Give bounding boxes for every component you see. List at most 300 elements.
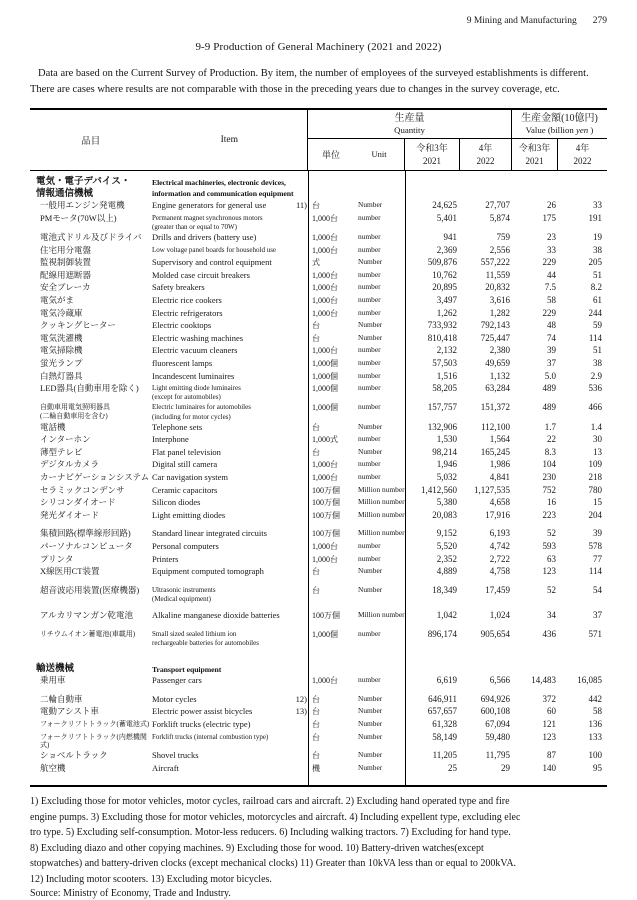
- quantity-2022: 3,616: [489, 295, 510, 306]
- value-2021: 39: [547, 345, 556, 356]
- header-cell-quantity-2022: [460, 139, 512, 170]
- value-2021: 8.3: [544, 446, 556, 457]
- item-name-jp: [30, 245, 152, 255]
- header-cell-value-2022: [558, 139, 607, 170]
- text-line: Ultrasonic instruments: [152, 585, 216, 594]
- item-name-jp: [30, 732, 152, 751]
- text-line: Equipment computed tomograph: [152, 566, 264, 577]
- value-2022: 780: [588, 484, 602, 495]
- quantity-2022: 11,795: [485, 750, 510, 761]
- table-row: [30, 497, 607, 510]
- item-name-en: [152, 245, 308, 255]
- year-label-en: 2022: [573, 155, 592, 166]
- quantity-2022: 792,143: [480, 320, 510, 331]
- year-label-en: 2022: [476, 155, 495, 166]
- unit-en: number: [358, 282, 381, 292]
- value-2022: 114: [588, 566, 602, 577]
- item-name-en: [152, 732, 308, 742]
- unit-en: Number: [358, 421, 383, 431]
- value-2021: 140: [542, 762, 556, 773]
- item-name-jp: [30, 554, 152, 564]
- unit-jp: 100万個: [312, 529, 340, 539]
- text-line: Electric refrigerators: [152, 307, 223, 318]
- value-2022: 19: [593, 232, 602, 243]
- value-2021: 87: [547, 750, 556, 761]
- item-name-jp: [30, 358, 152, 368]
- table-row: [30, 434, 607, 447]
- value-2021: 123: [542, 566, 556, 577]
- text-line: Molded case circuit breakers: [152, 269, 250, 280]
- text-line: Incandescent luminaires: [152, 370, 235, 381]
- unit-en: Number: [358, 719, 383, 729]
- value-2022: 205: [588, 257, 602, 268]
- text-line: Aircraft: [152, 762, 179, 773]
- unit-en: number: [358, 434, 381, 444]
- text-line: (greater than or equal to 70W): [152, 223, 237, 232]
- text-line: Electric cooktops: [152, 320, 212, 331]
- unit-jp: 台: [312, 321, 320, 331]
- value-2021: 60: [547, 706, 556, 717]
- unit-jp: 台: [312, 447, 320, 457]
- unit-jp: 台: [312, 732, 320, 742]
- quantity-2022: 4,742: [489, 540, 510, 551]
- unit-jp: 台: [312, 585, 320, 595]
- table-row: [30, 320, 607, 333]
- quantity-2021: 1,516: [436, 370, 457, 381]
- year-label-en: 2021: [525, 155, 544, 166]
- item-name-en: [152, 320, 308, 330]
- item-name-jp: [30, 213, 152, 223]
- footnote-marker: 11): [295, 200, 307, 211]
- header-sub-row: [308, 139, 607, 170]
- text-line: Forklift trucks (electric type): [152, 719, 251, 730]
- text-line: (二輪自動車用を含む): [40, 412, 108, 421]
- unit-jp: 台: [312, 567, 320, 577]
- quantity-2022: 1,127,535: [474, 484, 510, 495]
- item-name-jp: [30, 282, 152, 292]
- quantity-2021: 24,625: [432, 200, 457, 211]
- table-row: [30, 629, 607, 648]
- item-name-jp: [30, 295, 152, 305]
- quantity-2021: 2,352: [436, 553, 457, 564]
- value-2022: 77: [593, 553, 602, 564]
- text-line: セラミックコンデンサ: [40, 484, 125, 495]
- value-2022: 191: [588, 212, 602, 223]
- quantity-2021: 132,906: [427, 421, 457, 432]
- unit-en: Number: [358, 332, 383, 342]
- value-2022: 59: [593, 320, 602, 331]
- item-name-en: [152, 706, 308, 716]
- text-line: 電気掃除機: [40, 345, 83, 356]
- text-line: Light emitting diode luminaires: [152, 384, 241, 393]
- item-name-jp: [30, 585, 152, 595]
- year-label-jp: 令和3年: [416, 142, 448, 153]
- text-line: Electrical machineries, electronic devices,: [152, 177, 286, 187]
- text-line: リチウムイオン蓄電池(車載用): [40, 629, 136, 638]
- text-line: Drills and drivers (battery use): [152, 232, 257, 243]
- value-2021: 52: [547, 528, 556, 539]
- quantity-2021: 20,083: [432, 509, 457, 520]
- unit-jp: 1,000台: [312, 308, 338, 318]
- quantity-2022: 11,559: [485, 269, 510, 280]
- text-line: Personal computers: [152, 540, 219, 551]
- text-line: (Medical equipment): [152, 594, 211, 603]
- text-line: X線医用CT装置: [40, 566, 100, 577]
- unit-en: number: [358, 358, 381, 368]
- unit-en: Million number: [358, 528, 405, 538]
- text-line: フォークリフトトラック(蓄電池式): [40, 720, 150, 729]
- year-label-jp: 令和3年: [518, 142, 551, 153]
- col-header-item-en: Item: [220, 134, 238, 145]
- item-name-jp: [30, 750, 152, 760]
- item-name-jp: [30, 402, 152, 421]
- quantity-2021: 5,032: [436, 471, 457, 482]
- unit-jp: 1,000台: [312, 460, 338, 470]
- item-name-en: [152, 750, 308, 760]
- quantity-2021: 1,412,560: [421, 484, 457, 495]
- unit-en: Number: [358, 706, 383, 716]
- value-2021: 752: [542, 484, 556, 495]
- value-label-en-yen: yen: [575, 125, 589, 135]
- item-name-jp: [30, 232, 152, 242]
- quantity-2022: 1,024: [489, 609, 510, 620]
- item-name-jp: [30, 610, 152, 620]
- value-2021: 593: [542, 540, 556, 551]
- item-name-jp: [30, 447, 152, 457]
- text-line: 集積回路(標準線形回路): [40, 528, 131, 539]
- unit-en: number: [358, 471, 381, 481]
- text-line: Ceramic capacitors: [152, 484, 218, 495]
- footnotes: [30, 794, 607, 887]
- quantity-2021: 57,503: [432, 358, 457, 369]
- value-2022: 58: [593, 706, 602, 717]
- text-line: 情報通信機械: [36, 187, 94, 199]
- table-row: [30, 282, 607, 295]
- unit-jp: 1,000個: [312, 384, 338, 394]
- header-cell-value-2021: [512, 139, 558, 170]
- item-name-jp: [30, 434, 152, 444]
- quantity-2022: 165,245: [480, 446, 510, 457]
- text-line: 自動車用電気照明器具: [40, 403, 110, 412]
- value-2021: 48: [547, 320, 556, 331]
- quantity-2022: 17,459: [485, 584, 510, 595]
- text-line: 一般用エンジン発電機: [40, 200, 125, 211]
- footnote-line: engine pumps. 3) Excluding those for motor vehicles, motorcycles and aircraft. 4) Including expellent type, excluding elec: [30, 811, 521, 823]
- table-row: [30, 345, 607, 358]
- text-line: Engine generators for general use: [152, 200, 267, 211]
- value-2022: 442: [588, 693, 602, 704]
- quantity-2022: 1,132: [489, 370, 510, 381]
- table-row: [30, 719, 607, 732]
- value-2021: 26: [547, 200, 556, 211]
- item-name-en: [152, 485, 308, 495]
- text-line: Standard linear integrated circuits: [152, 528, 267, 539]
- table-row: [30, 732, 607, 751]
- quantity-2022: 557,222: [480, 257, 510, 268]
- value-2022: 114: [588, 332, 602, 343]
- unit-en: number: [358, 370, 381, 380]
- text-line: 配線用遮断器: [40, 269, 92, 280]
- unit-jp: 1,000台: [312, 676, 338, 686]
- header-cell-unit: [308, 139, 405, 170]
- value-2022: 38: [593, 358, 602, 369]
- item-name-jp: [30, 541, 152, 551]
- unit-label-jp: 単位: [321, 149, 340, 160]
- item-name-jp: [30, 497, 152, 507]
- quantity-2021: 18,349: [432, 584, 457, 595]
- text-line: 輸送機械: [36, 662, 75, 674]
- value-2022: 571: [588, 628, 602, 639]
- unit-jp: 台: [312, 751, 320, 761]
- quantity-2022: 1,282: [489, 307, 510, 318]
- value-label-en-suffix: ): [588, 125, 594, 135]
- quantity-2022: 151,372: [480, 402, 510, 413]
- table-row: [30, 200, 607, 213]
- quantity-2022: 600,108: [480, 706, 510, 717]
- page-number: 279: [592, 16, 607, 26]
- item-name-jp: [30, 528, 152, 538]
- value-2022: 2.9: [590, 370, 602, 381]
- value-2022: 109: [588, 459, 602, 470]
- value-2022: 51: [593, 345, 602, 356]
- item-name-jp: [30, 422, 152, 432]
- unit-jp: 100万個: [312, 498, 340, 508]
- text-line: Permanent magnet synchronous motors: [152, 213, 263, 222]
- value-2021: 74: [547, 332, 556, 343]
- quantity-2022: 759: [496, 232, 510, 243]
- unit-en: Million number: [358, 509, 405, 519]
- unit-jp: 1,000個: [312, 403, 338, 413]
- quantity-2022: 17,916: [485, 509, 510, 520]
- item-name-jp: [30, 257, 152, 267]
- value-2022: 204: [588, 509, 602, 520]
- quantity-2021: 20,895: [432, 282, 457, 293]
- quantity-2022: 2,556: [489, 244, 510, 255]
- item-name-en: [152, 358, 308, 368]
- quantity-2021: 58,149: [432, 731, 457, 742]
- text-line: 電気冷蔵庫: [40, 307, 83, 318]
- quantity-2021: 25: [448, 762, 457, 773]
- unit-jp: 1,000個: [312, 359, 338, 369]
- value-2022: 30: [593, 434, 602, 445]
- item-name-en: [152, 554, 308, 564]
- quantity-2021: 509,876: [427, 257, 457, 268]
- item-name-jp: [30, 383, 152, 393]
- text-line: 超音波応用装置(医療機器): [40, 584, 140, 595]
- item-name-en: [152, 447, 308, 457]
- value-2022: 61: [593, 295, 602, 306]
- quantity-2021: 5,380: [436, 497, 457, 508]
- item-name-en: [152, 213, 308, 232]
- text-line: クッキングヒーター: [40, 320, 116, 331]
- quantity-2021: 1,530: [436, 434, 457, 445]
- table-row: [30, 694, 607, 707]
- unit-jp: 1,000台: [312, 541, 338, 551]
- quantity-2021: 157,757: [427, 402, 457, 413]
- section-title-en: [152, 663, 308, 675]
- item-name-en: [152, 510, 308, 520]
- footnote-line: tro type. 5) Excluding self-consumption. Motor-less reducers. 6) Including walking tractors. 7) Excluding for hand type.: [30, 827, 511, 839]
- value-2021: 63: [547, 553, 556, 564]
- unit-jp: 1,000台: [312, 472, 338, 482]
- text-line: 乗用車: [40, 675, 66, 686]
- item-name-jp: [30, 629, 152, 639]
- item-name-jp: [30, 763, 152, 773]
- table-row: [30, 447, 607, 460]
- value-2022: 466: [588, 402, 602, 413]
- quantity-2022: 67,094: [485, 719, 510, 730]
- running-header: [30, 16, 607, 26]
- table-row: [30, 750, 607, 763]
- item-name-en: [152, 371, 308, 381]
- value-2022: 133: [588, 731, 602, 742]
- table-row: [30, 358, 607, 371]
- header-right-section: [308, 110, 607, 170]
- value-2021: 229: [542, 307, 556, 318]
- col-header-item-jp: 品目: [81, 136, 101, 147]
- item-name-jp: [30, 510, 152, 520]
- quantity-2022: 112,100: [481, 421, 510, 432]
- quantity-2022: 4,658: [489, 497, 510, 508]
- table-rule-vertical: [308, 171, 309, 786]
- unit-en: number: [358, 295, 381, 305]
- quantity-2021: 61,328: [432, 719, 457, 730]
- table-row: [30, 333, 607, 346]
- production-table: [30, 108, 607, 788]
- quantity-2022: 1,564: [489, 434, 510, 445]
- text-line: フォークリフトトラック(内燃機関式): [40, 732, 147, 750]
- item-name-jp: [30, 675, 152, 685]
- text-line: パーソナルコンピュータ: [40, 540, 133, 551]
- item-name-en: [152, 541, 308, 551]
- unit-jp: 1,000台: [312, 283, 338, 293]
- quantity-2022: 2,380: [489, 345, 510, 356]
- value-2021: 489: [542, 402, 556, 413]
- table-rule-vertical: [405, 171, 406, 786]
- item-name-en: [152, 472, 308, 482]
- value-label-jp: 生産金額(10億円): [521, 112, 598, 124]
- quantity-2022: 905,654: [480, 628, 510, 639]
- unit-jp: 100万個: [312, 610, 340, 620]
- quantity-2021: 2,369: [436, 244, 457, 255]
- item-name-jp: [30, 345, 152, 355]
- table-row: [30, 763, 607, 776]
- value-2021: 104: [542, 459, 556, 470]
- item-name-en: [152, 308, 308, 318]
- text-line: fluorescent lamps: [152, 358, 213, 369]
- unit-jp: 1,000台: [312, 270, 338, 280]
- unit-jp: 式: [312, 258, 320, 268]
- text-line: ショベルトラック: [40, 750, 108, 761]
- item-name-en: [152, 610, 308, 620]
- value-2022: 578: [588, 540, 602, 551]
- item-name-jp: [30, 472, 152, 482]
- text-line: LED器具(自動車用を除く): [40, 383, 139, 394]
- quantity-2022: 4,758: [489, 566, 510, 577]
- text-line: Shovel trucks: [152, 750, 199, 761]
- table-row: [30, 371, 607, 384]
- item-name-en: [152, 675, 308, 685]
- quantity-2021: 5,520: [436, 540, 457, 551]
- value-2021: 1.7: [544, 421, 556, 432]
- unit-jp: 機: [312, 763, 320, 773]
- table-row: [30, 308, 607, 321]
- unit-jp: 1,000個: [312, 371, 338, 381]
- item-name-en: [152, 434, 308, 444]
- unit-en: Number: [358, 566, 383, 576]
- unit-en: number: [358, 269, 381, 279]
- value-2021: 14,483: [531, 675, 556, 686]
- text-line: Digital still camera: [152, 459, 218, 470]
- item-name-jp: [30, 459, 152, 469]
- text-line: (except for automobiles): [152, 393, 221, 402]
- unit-en: Number: [358, 762, 383, 772]
- value-2022: 15: [593, 497, 602, 508]
- value-2021: 5.0: [544, 370, 556, 381]
- text-line: Electric power assist bicycles: [152, 706, 253, 717]
- value-2021: 37: [547, 358, 556, 369]
- item-name-en: [152, 232, 308, 242]
- unit-jp: 1,000台: [312, 554, 338, 564]
- quantity-2022: 59,480: [485, 731, 510, 742]
- unit-jp: 100万個: [312, 485, 340, 495]
- quantity-2021: 6,619: [436, 675, 457, 686]
- table-row: [30, 566, 607, 579]
- item-name-en: [152, 763, 308, 773]
- table-row: [30, 232, 607, 245]
- value-2022: 39: [593, 528, 602, 539]
- unit-en: number: [358, 212, 381, 222]
- unit-jp: 1,000台: [312, 245, 338, 255]
- unit-en: number: [358, 345, 381, 355]
- item-name-en: [152, 295, 308, 305]
- text-line: Transport equipment: [152, 664, 222, 674]
- unit-jp: 台: [312, 333, 320, 343]
- text-line: Car navigation system: [152, 471, 229, 482]
- unit-jp: 100万個: [312, 510, 340, 520]
- section-title-en: [152, 176, 308, 199]
- quantity-2021: 11,205: [432, 750, 457, 761]
- text-line: デジタルカメラ: [40, 459, 99, 470]
- text-line: 電話機: [40, 421, 66, 432]
- table-row: [30, 528, 607, 541]
- value-2022: 38: [593, 244, 602, 255]
- table-row: [30, 510, 607, 523]
- section-row: [30, 663, 607, 676]
- text-line: Small sized sealed lithium ion: [152, 629, 237, 638]
- year-label-jp: 4年: [478, 142, 493, 153]
- text-line: 住宅用分電盤: [40, 244, 92, 255]
- text-line: カーナビゲーションシステム: [40, 471, 150, 482]
- value-2022: 54: [593, 584, 602, 595]
- value-2021: 436: [542, 628, 556, 639]
- value-2022: 100: [588, 750, 602, 761]
- page-title: 9-9 Production of General Machinery (2021 and 2022): [195, 41, 442, 53]
- footnote-line: 12) Including motor scooters. 13) Excluding motor bicycles.: [30, 873, 272, 885]
- item-name-en: [152, 422, 308, 432]
- value-2022: 8.2: [590, 282, 602, 293]
- item-name-jp: [30, 371, 152, 381]
- source-line: Source: Ministry of Economy, Trade and Industry.: [30, 888, 231, 900]
- table-row: [30, 472, 607, 485]
- item-name-jp: [30, 706, 152, 716]
- text-line: Low voltage panel boards for household use: [152, 245, 277, 254]
- section-title-jp: [30, 663, 152, 675]
- unit-jp: 台: [312, 707, 320, 717]
- value-2022: 37: [593, 609, 602, 620]
- unit-en: number: [358, 540, 381, 550]
- item-name-jp: [30, 200, 152, 210]
